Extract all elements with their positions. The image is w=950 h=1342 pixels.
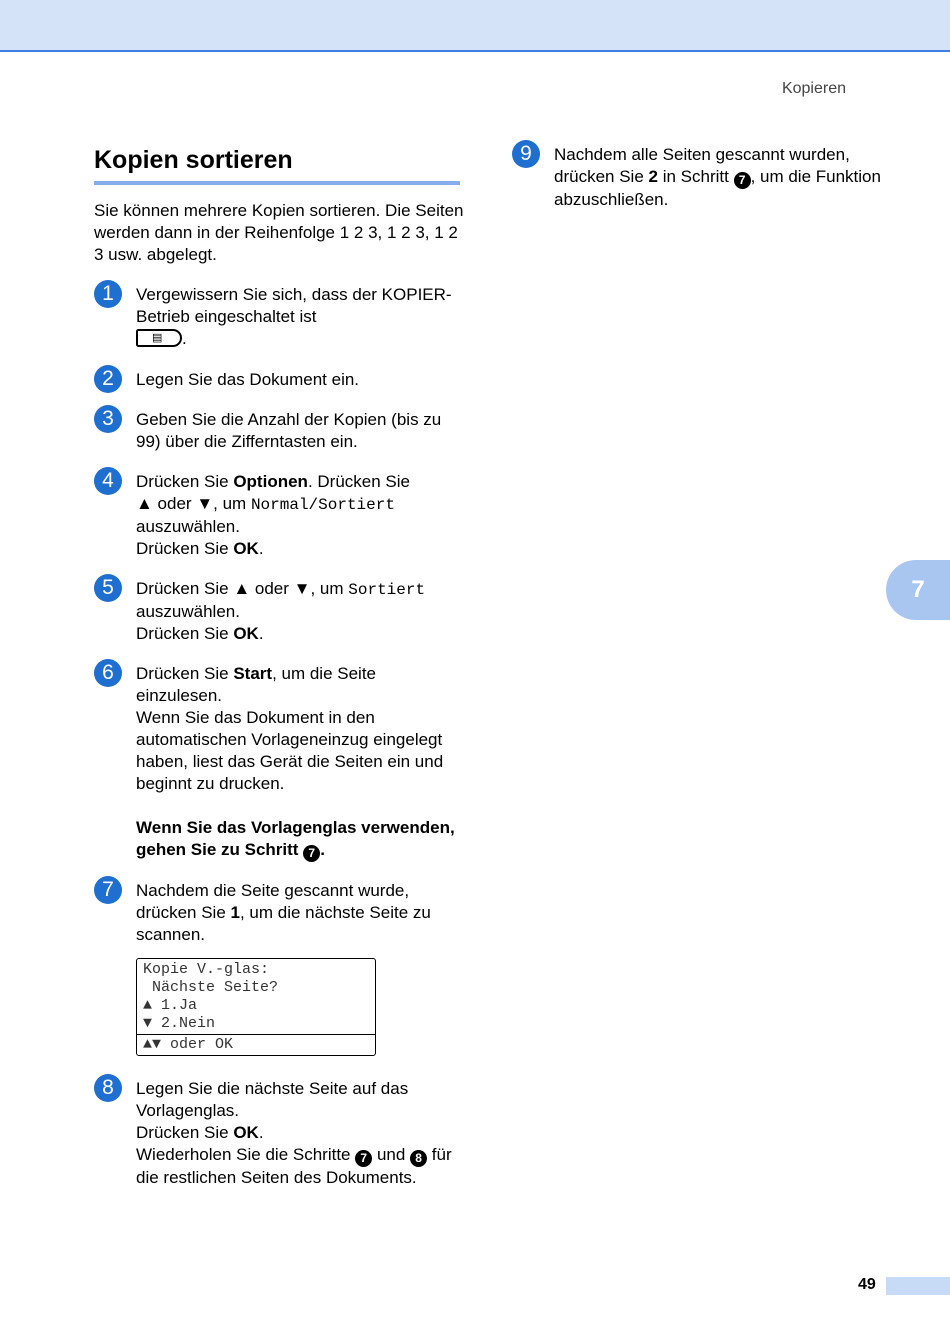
running-header: Kopieren: [781, 80, 846, 97]
step-number: 9: [512, 140, 540, 168]
menu-value: Sortiert: [348, 581, 426, 599]
step-text: Nachdem die Seite gescannt wurde, drücken Sie 1, um die nächste Seite zu scannen.: [136, 881, 431, 944]
start-key-label: Start: [233, 664, 273, 683]
ok-key-label: OK: [233, 539, 259, 558]
step-4: [94, 471, 464, 560]
header-band: [0, 0, 950, 52]
step-number: 5: [94, 574, 122, 602]
step-number: 6: [94, 659, 122, 687]
step-7: [94, 880, 464, 1056]
lcd-display: [136, 958, 376, 1056]
step-text: Drücken Sie Optionen. Drücken Sie ▲ oder ▼, um Normal/Sortiert auszuwählen. Drücken Sie OK.: [136, 472, 410, 558]
optionen-key-label: Optionen: [233, 472, 308, 491]
ok-key-label: OK: [233, 624, 259, 643]
down-arrow-icon: ▼: [196, 494, 214, 513]
left-column: [94, 143, 464, 1189]
step-text: Legen Sie das Dokument ein.: [136, 370, 360, 389]
intro-paragraph: Sie können mehrere Kopien sortieren. Die Seiten werden dann in der Reihenfolge 1 2 3, 1 2 3, 1 2 3 usw. abgelegt.: [94, 201, 464, 264]
step-text: Drücken Sie Start, um die Seite einzulesen. Wenn Sie das Dokument in den automatischen Vorlageneinzug eingelegt haben, liest das Gerät die Seiten ein und beginnt zu drucken.: [136, 664, 444, 793]
lcd-line: ▼ 2.Nein: [143, 1015, 216, 1032]
step-text: Nachdem alle Seiten gescannt wurden, drücken Sie 2 in Schritt 7 , um die Funktion abzuschließen.: [554, 145, 881, 209]
section-title: Kopien sortieren: [94, 146, 293, 174]
down-arrow-icon: ▼: [293, 579, 311, 598]
lcd-line: ▲ 1.Ja: [143, 997, 198, 1014]
page-number: 49: [858, 1276, 876, 1293]
step-text: Drücken Sie ▲ oder ▼, um Sortiert auszuwählen. Drücken Sie OK.: [136, 579, 426, 643]
step-2: [94, 369, 464, 391]
step-text: Vergewissern Sie sich, dass der KOPIER-Betrieb eingeschaltet ist: [136, 285, 452, 326]
lcd-line: Nächste Seite?: [143, 979, 279, 996]
footer-band: [886, 1277, 950, 1295]
title-underline: [94, 181, 460, 185]
step-ref-badge: 7: [734, 172, 751, 189]
step-3: [94, 409, 464, 453]
step-text: Legen Sie die nächste Seite auf das Vorlagenglas. Drücken Sie OK. Wiederholen Sie die Schritte 7 und 8 für die restlichen Seiten des Dokuments.: [136, 1079, 452, 1187]
step-9: [512, 144, 892, 211]
up-arrow-icon: ▲: [136, 494, 153, 513]
step-note: Wenn Sie das Vorlagenglas verwenden, gehen Sie zu Schritt 7 .: [136, 818, 455, 860]
step-number: 1: [94, 280, 122, 308]
step-ref-badge: 8: [410, 1150, 427, 1167]
lcd-line: Kopie V.-glas:: [143, 961, 270, 978]
step-text: Geben Sie die Anzahl der Kopien (bis zu 99) über die Zifferntasten ein.: [136, 410, 442, 451]
right-column: [512, 144, 892, 211]
step-number: 3: [94, 405, 122, 433]
up-arrow-icon: ▲: [233, 579, 251, 598]
step-5: [94, 578, 464, 645]
lcd-footer: ▲▼ oder OK: [143, 1036, 234, 1053]
step-1: 1 Vergewissern Sie sich, dass der KOPIER-Betrieb eingeschaltet ist ▤ .: [94, 284, 464, 350]
step-number: 7: [94, 876, 122, 904]
ok-key-label: OK: [233, 1123, 259, 1142]
chapter-tab: 7: [886, 560, 950, 620]
step-ref-badge: 7: [355, 1150, 372, 1167]
step-8: [94, 1078, 464, 1189]
step-number: 8: [94, 1074, 122, 1102]
step-ref-badge: 7: [303, 845, 320, 862]
step-6: [94, 663, 464, 862]
step-number: 2: [94, 365, 122, 393]
step-number: 4: [94, 467, 122, 495]
copy-key-icon: ▤: [136, 329, 182, 347]
menu-value: Normal/Sortiert: [250, 496, 395, 514]
